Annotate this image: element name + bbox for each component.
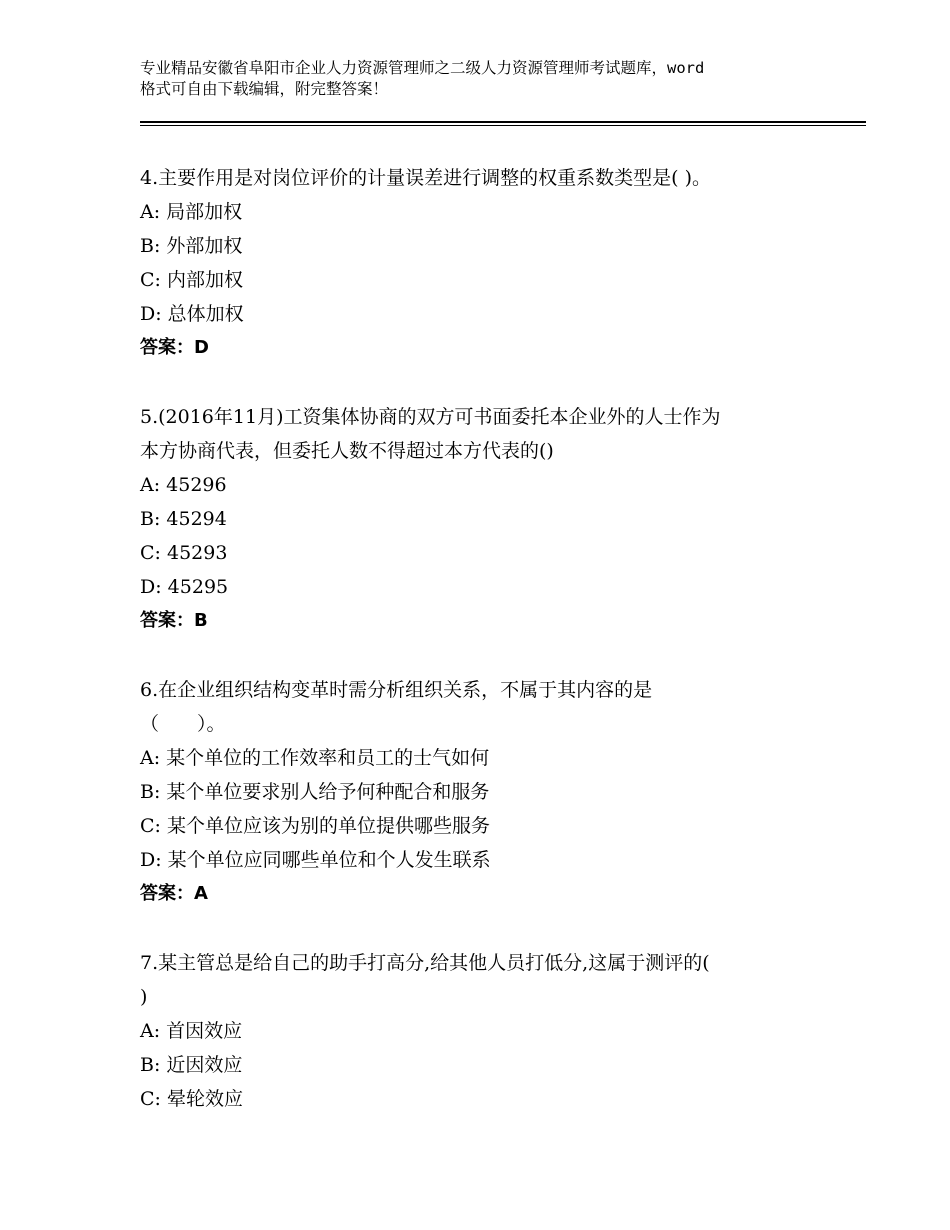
question-5 (140, 400, 820, 638)
header-line-2: 格式可自由下载编辑，附完整答案！ (140, 80, 389, 98)
header-line-1: 专业精品安徽省阜阳市企业人力资源管理师之二级人力资源管理师考试题库，word (140, 59, 705, 77)
option-c: C: 45293 (140, 542, 228, 564)
question-6 (140, 673, 820, 911)
option-a: A: 45296 (140, 474, 227, 496)
option-b: B: 外部加权 (140, 235, 243, 257)
option-d: D: 总体加权 (140, 303, 244, 325)
question-stem-line: 本方协商代表，但委托人数不得超过本方代表的() (140, 440, 554, 462)
question-stem-line: 7.某主管总是给自己的助手打高分,给其他人员打低分,这属于测评的( (140, 952, 710, 974)
option-c: C: 内部加权 (140, 269, 243, 291)
option-d: D: 某个单位应同哪些单位和个人发生联系 (140, 849, 491, 871)
option-d: D: 45295 (140, 576, 229, 598)
option-c: C: 晕轮效应 (140, 1088, 243, 1110)
answer-label: 答案：B (140, 610, 208, 631)
question-7 (140, 946, 820, 1116)
question-stem-line: 5.(2016年11月)工资集体协商的双方可书面委托本企业外的人士作为 (140, 406, 721, 428)
question-4 (140, 161, 820, 365)
option-a: A: 首因效应 (140, 1020, 243, 1042)
answer-label: 答案：D (140, 337, 209, 358)
answer-label: 答案：A (140, 883, 208, 904)
header-divider-bottom (140, 125, 866, 126)
option-b: B: 某个单位要求别人给予何种配合和服务 (140, 781, 490, 803)
option-a: A: 局部加权 (140, 201, 243, 223)
question-stem-line: ) (140, 986, 148, 1008)
question-stem-line: 6.在企业组织结构变革时需分析组织关系，不属于其内容的是 (140, 679, 653, 701)
option-a: A: 某个单位的工作效率和员工的士气如何 (140, 747, 490, 769)
option-b: B: 45294 (140, 508, 227, 530)
question-stem-line: （ ）。 (140, 713, 226, 735)
header-divider-top (140, 121, 866, 123)
option-c: C: 某个单位应该为别的单位提供哪些服务 (140, 815, 490, 837)
document-header (140, 58, 840, 100)
option-b: B: 近因效应 (140, 1054, 243, 1076)
question-stem-line: 4.主要作用是对岗位评价的计量误差进行调整的权重系数类型是( )。 (140, 167, 711, 189)
